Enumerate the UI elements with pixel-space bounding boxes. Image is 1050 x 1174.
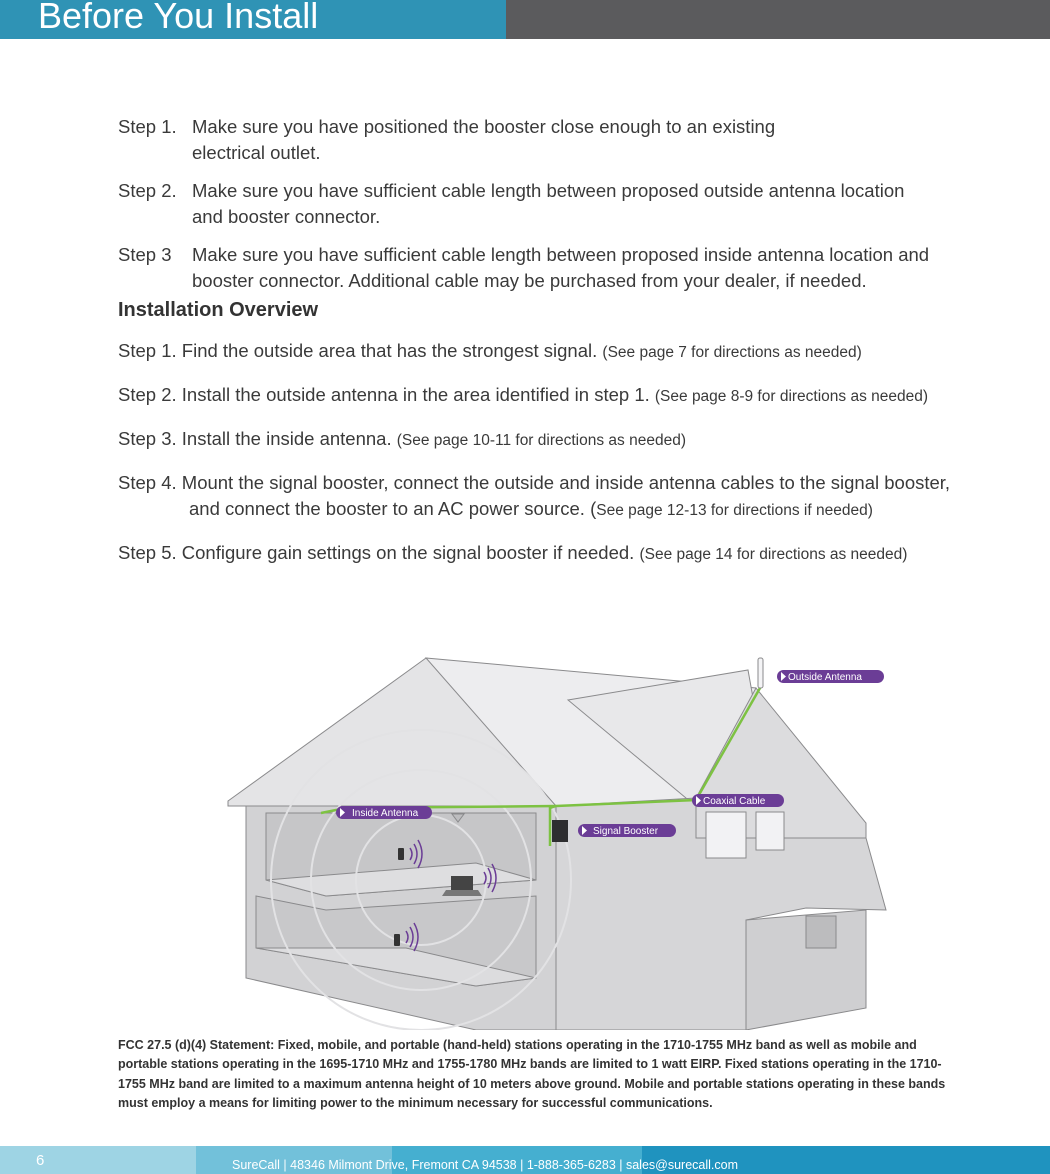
- callout-outside-antenna: [777, 670, 884, 683]
- overview-step-text: Install the inside antenna.: [181, 428, 392, 449]
- prep-step-label: Step 1.: [118, 116, 177, 137]
- callout-label: Coaxial Cable: [703, 796, 766, 807]
- signal-booster: [552, 820, 568, 842]
- overview-step: [118, 540, 958, 568]
- overview-step-note: (See page 14 for directions as needed): [639, 546, 908, 563]
- overview-step-note: (See page 10-11 for directions as needed): [396, 432, 686, 449]
- callout-inside-antenna: [336, 806, 432, 819]
- window: [706, 812, 746, 858]
- overview-step-text: Install the outside antenna in the area identified in step 1.: [181, 384, 650, 405]
- overview-step-label: Step 5.: [118, 542, 177, 563]
- callout-coaxial-cable: [692, 794, 784, 807]
- prep-step: [118, 178, 958, 230]
- outside-antenna: [758, 658, 763, 688]
- overview-step-label: Step 1.: [118, 340, 177, 361]
- footer-contact: SureCall | 48346 Milmont Drive, Fremont CA 94538 | 1-888-365-6283 | sales@surecall.com: [232, 1158, 738, 1172]
- prep-step-text: Make sure you have sufficient cable length between proposed outside antenna location and booster connector.: [192, 180, 905, 227]
- prep-step-text: Make sure you have positioned the booster close enough to an existing electrical outlet.: [192, 116, 776, 163]
- main-content: [118, 114, 958, 584]
- overview-step-note: (See page 8-9 for directions as needed): [654, 388, 929, 405]
- overview-step: [118, 382, 958, 410]
- overview-step-text: Configure gain settings on the signal booster if needed.: [181, 542, 635, 563]
- installation-overview-heading: Installation Overview: [118, 299, 319, 321]
- window: [806, 916, 836, 948]
- prep-step-label: Step 3: [118, 244, 172, 265]
- header-dark-bar: [506, 0, 1050, 39]
- overview-step-label: Step 3.: [118, 428, 177, 449]
- footer-segment-light: [0, 1146, 196, 1174]
- prep-step-label: Step 2.: [118, 180, 177, 201]
- prep-step: [118, 114, 958, 166]
- phone-icon: [398, 848, 404, 860]
- overview-step-label: Step 2.: [118, 384, 177, 405]
- prep-step: [118, 242, 958, 294]
- overview-step-text: Mount the signal booster, connect the outside and inside antenna cables to the signal booster, and connect the booster to an AC power source. (: [181, 472, 951, 519]
- fcc-statement: FCC 27.5 (d)(4) Statement: Fixed, mobile, and portable (hand-held) stations operating in the 1710-1755 MHz band as well as mobile and portable stations operating in the 1695-1710 MHz and 1755-1780 MHz bands are limited to 1 watt EIRP. Fixed stations operating in the 1710-1755 MHz band are limited to a maximum antenna height of 10 meters above ground. Mobile and portable stations operating in these bands must employ a means for limiting power to the minimum necessary for successful communications.: [118, 1038, 946, 1110]
- overview-step: [118, 426, 958, 454]
- callout-label: Inside Antenna: [352, 808, 419, 819]
- overview-step-note: (See page 7 for directions as needed): [602, 344, 862, 361]
- window: [756, 812, 784, 850]
- overview-step-text: Find the outside area that has the strongest signal.: [181, 340, 598, 361]
- overview-step-note: See page 12-13 for directions if needed): [596, 502, 873, 519]
- prep-step-text: Make sure you have sufficient cable length between proposed inside antenna location and booster connector. Additional cable may be purchased from your dealer, if needed.: [192, 244, 930, 291]
- callout-signal-booster: [578, 824, 676, 837]
- overview-step-label: Step 4.: [118, 472, 177, 493]
- house-installation-diagram: [226, 648, 916, 1030]
- callout-label: Signal Booster: [593, 826, 659, 837]
- callout-label: Outside Antenna: [788, 672, 862, 683]
- page-number: 6: [36, 1152, 45, 1169]
- phone-icon: [394, 934, 400, 946]
- overview-step: [118, 470, 958, 524]
- overview-step: [118, 338, 958, 366]
- page-title: Before You Install: [38, 0, 319, 36]
